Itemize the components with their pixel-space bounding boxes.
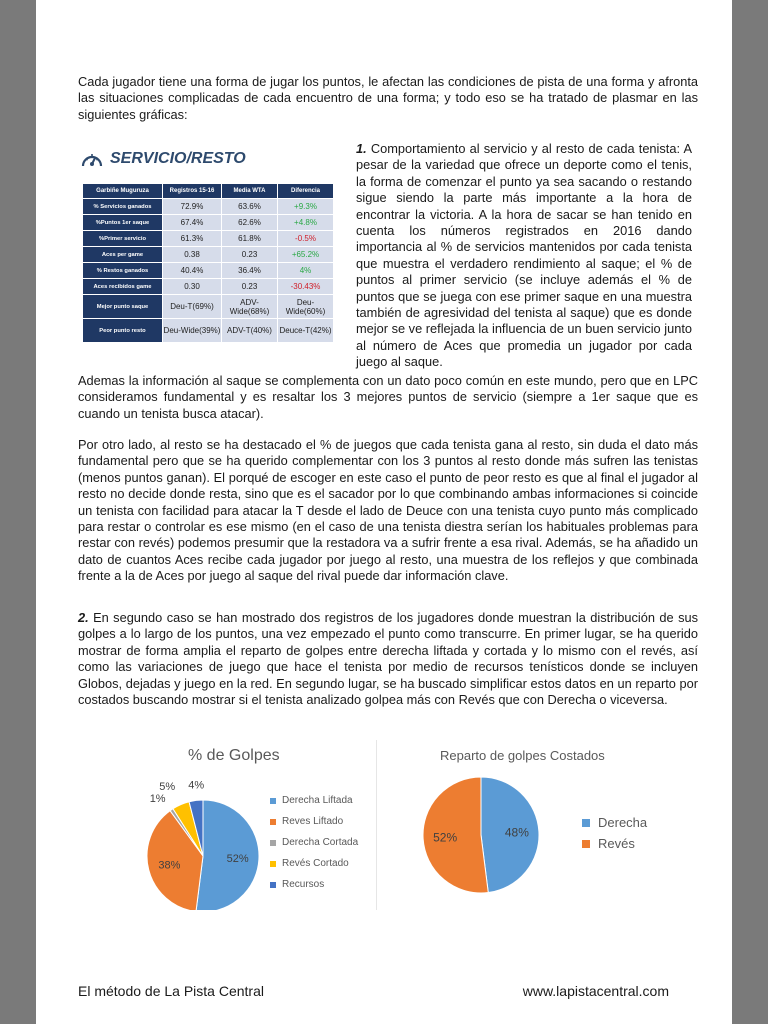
table-row (83, 199, 334, 215)
cell-diferencia: +9.3% (278, 199, 334, 215)
section-1-text: Comportamiento al servicio y al resto de cada tenista: A pesar de la variedad que ofrece un deporte como el tenis, la forma de comenzar el punto ya sea sacando o restando sigue siendo la parte más importante a la hora de encontrar la victoria. A la hora de sacar se han tenido en cuenta los números registrados en 2016 dando importancia al % de servicios mantenidos por cada tenista que muestra el verdadero rendimiento al saque; el % de puntos al primer servicio (se incluye además el % de puntos que se juega con ese primer saque en una muestra también de agresividad del tenista al saque) que es donde mejor se ve reflejada la influencia de un buen servicio junto al número de Aces que promedia un jugador por cada juego al saque. (356, 141, 692, 370)
chart-divider (376, 740, 377, 910)
cell-media: 0.23 (222, 247, 278, 263)
speedometer-icon (80, 149, 104, 169)
saque-paragraph: Ademas la información al saque se complementa con un dato poco común en este mundo, pero que en LPC consideramos fundamental y es resaltar los 3 mejores puntos de servicio (siempre a 1er saque que es cuando un tenista busca atacar). (78, 373, 698, 421)
legend-label: Revés Cortado (282, 858, 349, 869)
legend-item (270, 811, 358, 832)
table-row (83, 231, 334, 247)
pie-data-label: 52% (433, 830, 458, 845)
servicio-resto-table (82, 183, 334, 343)
document-page (36, 0, 732, 1024)
pie-data-label: 52% (226, 853, 249, 866)
cell-media: ADV-T(40%) (222, 319, 278, 343)
table-row (83, 295, 334, 319)
pie-data-label: 38% (158, 859, 181, 872)
legend-swatch (270, 840, 276, 846)
servicio-resto-header (80, 146, 246, 172)
legend-label: Reves Liftado (282, 816, 344, 827)
footer-left: El método de La Pista Central (78, 983, 264, 999)
cell-registros: Deu-T(69%) (163, 295, 222, 319)
cell-diferencia: +65.2% (278, 247, 334, 263)
legend-label: Derecha Liftada (282, 795, 353, 806)
cell-media: 36.4% (222, 263, 278, 279)
footer-right: www.lapistacentral.com (522, 983, 669, 999)
cell-diferencia: -0.5% (278, 231, 334, 247)
table-row (83, 215, 334, 231)
legend-item (270, 790, 358, 811)
cell-registros: 72.9% (163, 199, 222, 215)
row-label: % Restos ganados (83, 263, 163, 279)
cell-diferencia: +4.8% (278, 215, 334, 231)
cell-diferencia: Deuce-T(42%) (278, 319, 334, 343)
table-row (83, 247, 334, 263)
legend-swatch (270, 882, 276, 888)
pie-chart-1-legend (270, 790, 358, 895)
pie-chart-2 (416, 770, 566, 900)
section-2-paragraph (78, 610, 698, 708)
cell-diferencia: -30.43% (278, 279, 334, 295)
row-label: Mejor punto saque (83, 295, 163, 319)
cell-diferencia: Deu-Wide(60%) (278, 295, 334, 319)
legend-item (270, 832, 358, 853)
resto-paragraph: Por otro lado, al resto se ha destacado el % de juegos que cada tenista gana al resto, sin duda el dato más fundamental pero que se ha querido complementar con los 3 puntos al resto donde más sufren las tenistas (menos puntos ganan). El porqué de escoger en este caso el punto de peor resto es que al final el jugador al resto no decide donde resta, sino que es el sacador por lo que combinando ambas informaciones si coincide un tenista con facilidad para atacar la T desde el lado de Deuce con una tenista cuyo punto más complicado para restar o controlar es ese mismo (en el caso de una tenista diestra serían los habituales problemas para restar con revés) podemos presumir que la restadora va a sufrir frente a esa rival. Además, se ha añadido un dato de cuantos Aces recibe cada jugador por juego al resto, una muestra de los reflejos y que combinada frente a la de Aces por juego al saque del rival puede dar información clave. (78, 437, 698, 584)
pie-data-label: 48% (504, 825, 529, 840)
cell-diferencia: 4% (278, 263, 334, 279)
pie-data-label: 4% (188, 779, 205, 792)
servicio-resto-title: SERVICIO/RESTO (110, 150, 246, 167)
legend-item (582, 812, 647, 833)
cell-media: 0.23 (222, 279, 278, 295)
pie-chart-1-title: % de Golpes (188, 747, 280, 764)
header-diferencia: Diferencia (278, 184, 334, 199)
cell-registros: 0.30 (163, 279, 222, 295)
section-1-number: 1. (356, 141, 367, 156)
section-2-number: 2. (78, 610, 89, 625)
row-label: Aces per game (83, 247, 163, 263)
pie-chart-2-title: Reparto de golpes Costados (440, 748, 605, 763)
pie-chart-2-legend (582, 812, 647, 854)
row-label: Peor punto resto (83, 319, 163, 343)
legend-item (270, 853, 358, 874)
table-row (83, 319, 334, 343)
intro-paragraph: Cada jugador tiene una forma de jugar los puntos, le afectan las condiciones de pista de una forma y afronta las situaciones complicadas de cada encuentro de una forma; y todo eso se ha tratado de plasmar en las siguientes gráficas: (78, 74, 698, 122)
cell-media: ADV-Wide(68%) (222, 295, 278, 319)
cell-registros: 61.3% (163, 231, 222, 247)
pie-chart-1 (96, 760, 296, 910)
legend-swatch (582, 840, 590, 848)
legend-item (270, 874, 358, 895)
legend-label: Recursos (282, 879, 325, 890)
section-1-paragraph (356, 141, 692, 371)
pie-data-label: 5% (159, 780, 176, 793)
legend-swatch (270, 798, 276, 804)
legend-item (582, 833, 647, 854)
row-label: % Servicios ganados (83, 199, 163, 215)
header-media: Media WTA (222, 184, 278, 199)
table-row (83, 279, 334, 295)
legend-label: Derecha Cortada (282, 837, 359, 848)
row-label: %Puntos 1er saque (83, 215, 163, 231)
table-header-row (83, 184, 334, 199)
cell-media: 63.6% (222, 199, 278, 215)
legend-swatch (582, 819, 590, 827)
header-jugadora: Garbiñe Muguruza (83, 184, 163, 199)
cell-registros: 0.38 (163, 247, 222, 263)
row-label: Aces recibidos game (83, 279, 163, 295)
cell-registros: 40.4% (163, 263, 222, 279)
legend-label: Revés (598, 836, 635, 851)
section-2-text: En segundo caso se han mostrado dos registros de los jugadores donde muestran la distribución de sus golpes a lo largo de los puntos, una vez empezado el punto como transcurre. En primer lugar, se ha querido mostrar de forma amplia el reparto de golpes entre derecha liftada y cortada y lo mismo con el revés, así como las variaciones de juego que hace el tenista por medio de recursos tenísticos donde se incluyen Globos, dejadas y juego en la red. En segundo lugar, se ha buscado simplificar estos datos en un reparto por costados buscando mostrar si el tenista analizado golpea más con Revés que con Derecha o viceversa. (78, 610, 698, 708)
cell-media: 61.8% (222, 231, 278, 247)
legend-label: Derecha (598, 815, 648, 830)
legend-swatch (270, 861, 276, 867)
cell-registros: Deu-Wide(39%) (163, 319, 222, 343)
header-registros: Registros 15-16 (163, 184, 222, 199)
table-row (83, 263, 334, 279)
row-label: %Primer servicio (83, 231, 163, 247)
cell-registros: 67.4% (163, 215, 222, 231)
cell-media: 62.6% (222, 215, 278, 231)
legend-swatch (270, 819, 276, 825)
pie-data-label: 1% (149, 793, 166, 806)
